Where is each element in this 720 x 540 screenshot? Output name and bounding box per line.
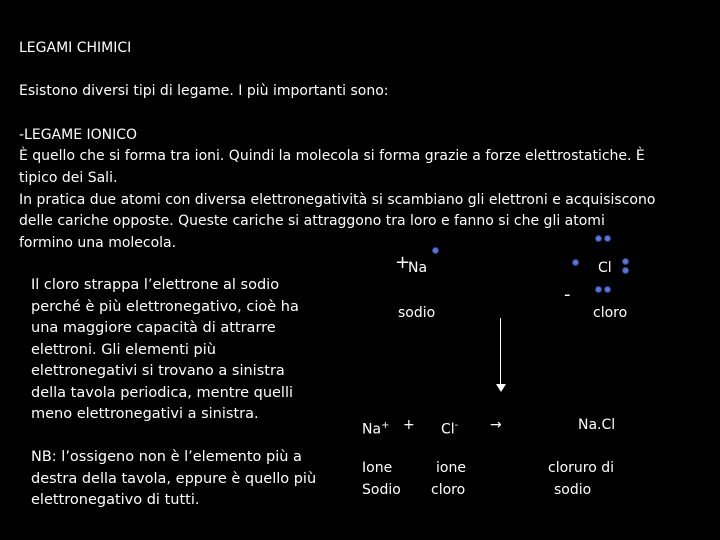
cl-electron-dot-right-1 — [622, 258, 629, 265]
paragraph-line-3: In pratica due atomi con diversa elettronegatività si scambiano gli elettroni e acquisiscono — [19, 192, 656, 208]
right-arrow-icon: → — [490, 417, 502, 433]
cl-symbol: Cl — [598, 260, 612, 276]
cl-electron-dot-bottom-2 — [604, 286, 611, 293]
cl-electron-dot-top-2 — [604, 235, 611, 242]
down-arrow-icon — [500, 318, 501, 390]
intro-text: Esistono diversi tipi di legame. I più importanti sono: — [19, 83, 389, 99]
na-symbol: Na — [408, 260, 428, 276]
paragraph-line-1: È quello che si forma tra ioni. Quindi la molecola si forma grazie a forze elettrostatiche. È — [19, 148, 645, 164]
cl-electron-dot-right-2 — [622, 267, 629, 274]
product-caption-2: sodio — [554, 482, 592, 498]
eq-plus: + — [403, 417, 415, 433]
na-label: sodio — [398, 305, 436, 321]
na-electron-dot — [432, 247, 439, 254]
cl-caption-2: cloro — [431, 482, 466, 498]
explanation-text: Il cloro strappa l’elettrone al sodio perché è più elettronegativo, cioè ha una maggiore capacità di attrarre elettroni. Gli elementi più elettronegativi si trovano a sinistra della tavola periodica, mentre quelli meno elettronegativi a sinistra. — [31, 277, 299, 422]
note-text: NB: l’ossigeno non è l’elemento più a destra della tavola, eppure è quello più elettronegativo di tutti. — [31, 449, 317, 508]
na-caption-2: Sodio — [362, 482, 401, 498]
eq-cl-ion: Cl- — [441, 420, 459, 438]
cl-label: cloro — [593, 305, 628, 321]
paragraph-line-5: formino una molecola. — [19, 235, 177, 251]
eq-product: Na.Cl — [578, 417, 616, 433]
slide-title: LEGAMI CHIMICI — [19, 40, 132, 56]
cl-electron-dot-bottom-1 — [595, 286, 602, 293]
section-title: -LEGAME IONICO — [19, 127, 138, 143]
na-plus-sign: + — [395, 252, 411, 273]
eq-na-ion: Na+ — [362, 420, 390, 438]
na-caption-1: Ione — [362, 460, 393, 476]
paragraph-line-4: delle cariche opposte. Queste cariche si attraggono tra loro e fanno si che gli atomi — [19, 213, 605, 229]
cl-electron-dot-top-1 — [595, 235, 602, 242]
product-caption-1: cloruro di — [548, 460, 615, 476]
cl-minus-sign: - — [564, 284, 571, 305]
cl-electron-dot-left — [572, 259, 579, 266]
paragraph-line-2: tipico dei Sali. — [19, 170, 118, 186]
cl-caption-1: ione — [436, 460, 466, 476]
